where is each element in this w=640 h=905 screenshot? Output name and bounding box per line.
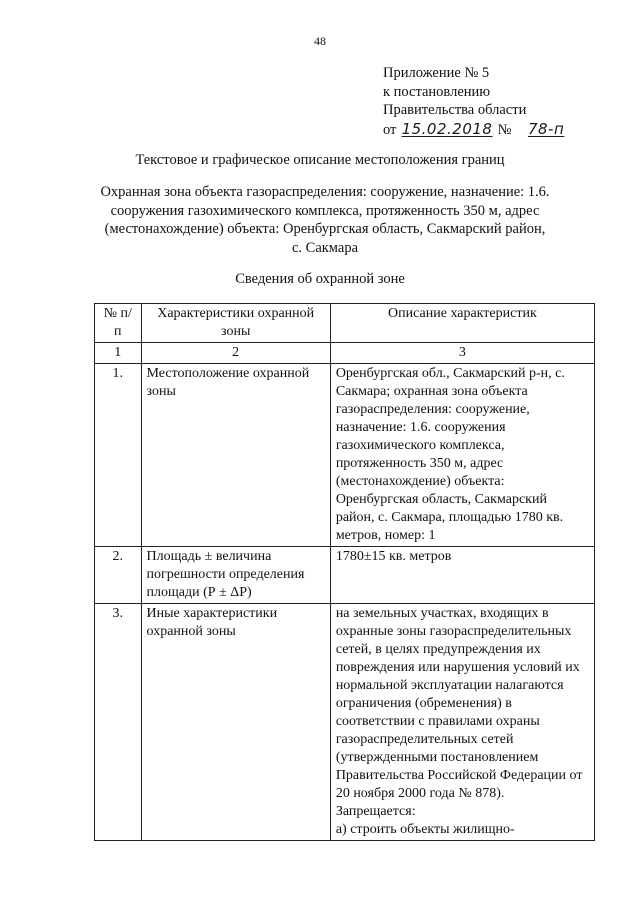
- row-description: 1780±15 кв. метров: [330, 547, 594, 604]
- appendix-date-line: [383, 120, 577, 140]
- handwritten-number: 78-п: [527, 119, 565, 138]
- row-num: 1.: [95, 364, 142, 547]
- row-description: на земельных участках, входящих в охранные зоны газораспределительных сетей, в целях предупреждения их повреждения или нарушения условий их нормальной эксплуатации налагаются ограничения (обременения) в соответствии с правилами охраны газораспределительных сетей (утвержденными постановлением Правительства Российской Федерации от 20 ноября 2000 года № 878).: [335, 606, 583, 801]
- row-characteristic: Иные характеристики охранной зоны: [141, 604, 330, 841]
- section-title: Сведения об охранной зоне: [235, 271, 405, 287]
- row-characteristic: Местоположение охранной зоны: [141, 364, 330, 547]
- column-number-2: 2: [141, 343, 330, 364]
- table-row: [95, 364, 595, 547]
- header-characteristic: Характеристики охранной зоны: [141, 304, 330, 343]
- handwritten-date: 15.02.2018: [401, 119, 493, 138]
- appendix-header: [383, 64, 577, 139]
- column-number-3: 3: [330, 343, 594, 364]
- header-description: Описание характеристик: [330, 304, 594, 343]
- row-description-cell: [330, 604, 594, 841]
- appendix-date-prefix: от: [383, 121, 397, 138]
- table-row: [95, 547, 595, 604]
- appendix-line-1: Приложение № 5: [383, 65, 490, 81]
- row-description-line-2: Запрещается:: [335, 804, 416, 819]
- row-description-line-3: а) строить объекты жилищно-: [335, 822, 515, 837]
- row-characteristic: Площадь ± величина погрешности определения площади (Р ± ΔР): [141, 547, 330, 604]
- table-row: [95, 604, 595, 841]
- appendix-line-3: Правительства области: [383, 102, 527, 118]
- page-number: 48: [314, 34, 326, 48]
- table-header-row: [95, 304, 595, 343]
- row-num: 2.: [95, 547, 142, 604]
- row-description: Оренбургская обл., Сакмарский р-н, с. Сакмара; охранная зона объекта газораспределения: сооружение, назначение: 1.6. сооружения газохимического комплекса, протяженность 350 м, адрес (местонахождение) объекта: Оренбургская область, Сакмарский район, с. Сакмара, площадью 1780 кв. метров, номер: 1: [330, 364, 594, 547]
- table-column-numbers-row: [95, 343, 595, 364]
- zone-table: [94, 303, 595, 841]
- document-title: Текстовое и графическое описание местоположения границ: [135, 152, 505, 168]
- document-subtitle: Охранная зона объекта газораспределения: сооружение, назначение: 1.6. сооружения газохимического комплекса, протяженность 350 м, адрес (местонахождение) объекта: Оренбургская область, Сакмарский район, с. Сакмара: [100, 184, 550, 256]
- appendix-line-2: к постановлению: [383, 83, 491, 100]
- column-number-1: 1: [95, 343, 142, 364]
- header-num: № п/п: [95, 304, 142, 343]
- appendix-number-sign: №: [497, 121, 512, 138]
- row-num: 3.: [95, 604, 142, 841]
